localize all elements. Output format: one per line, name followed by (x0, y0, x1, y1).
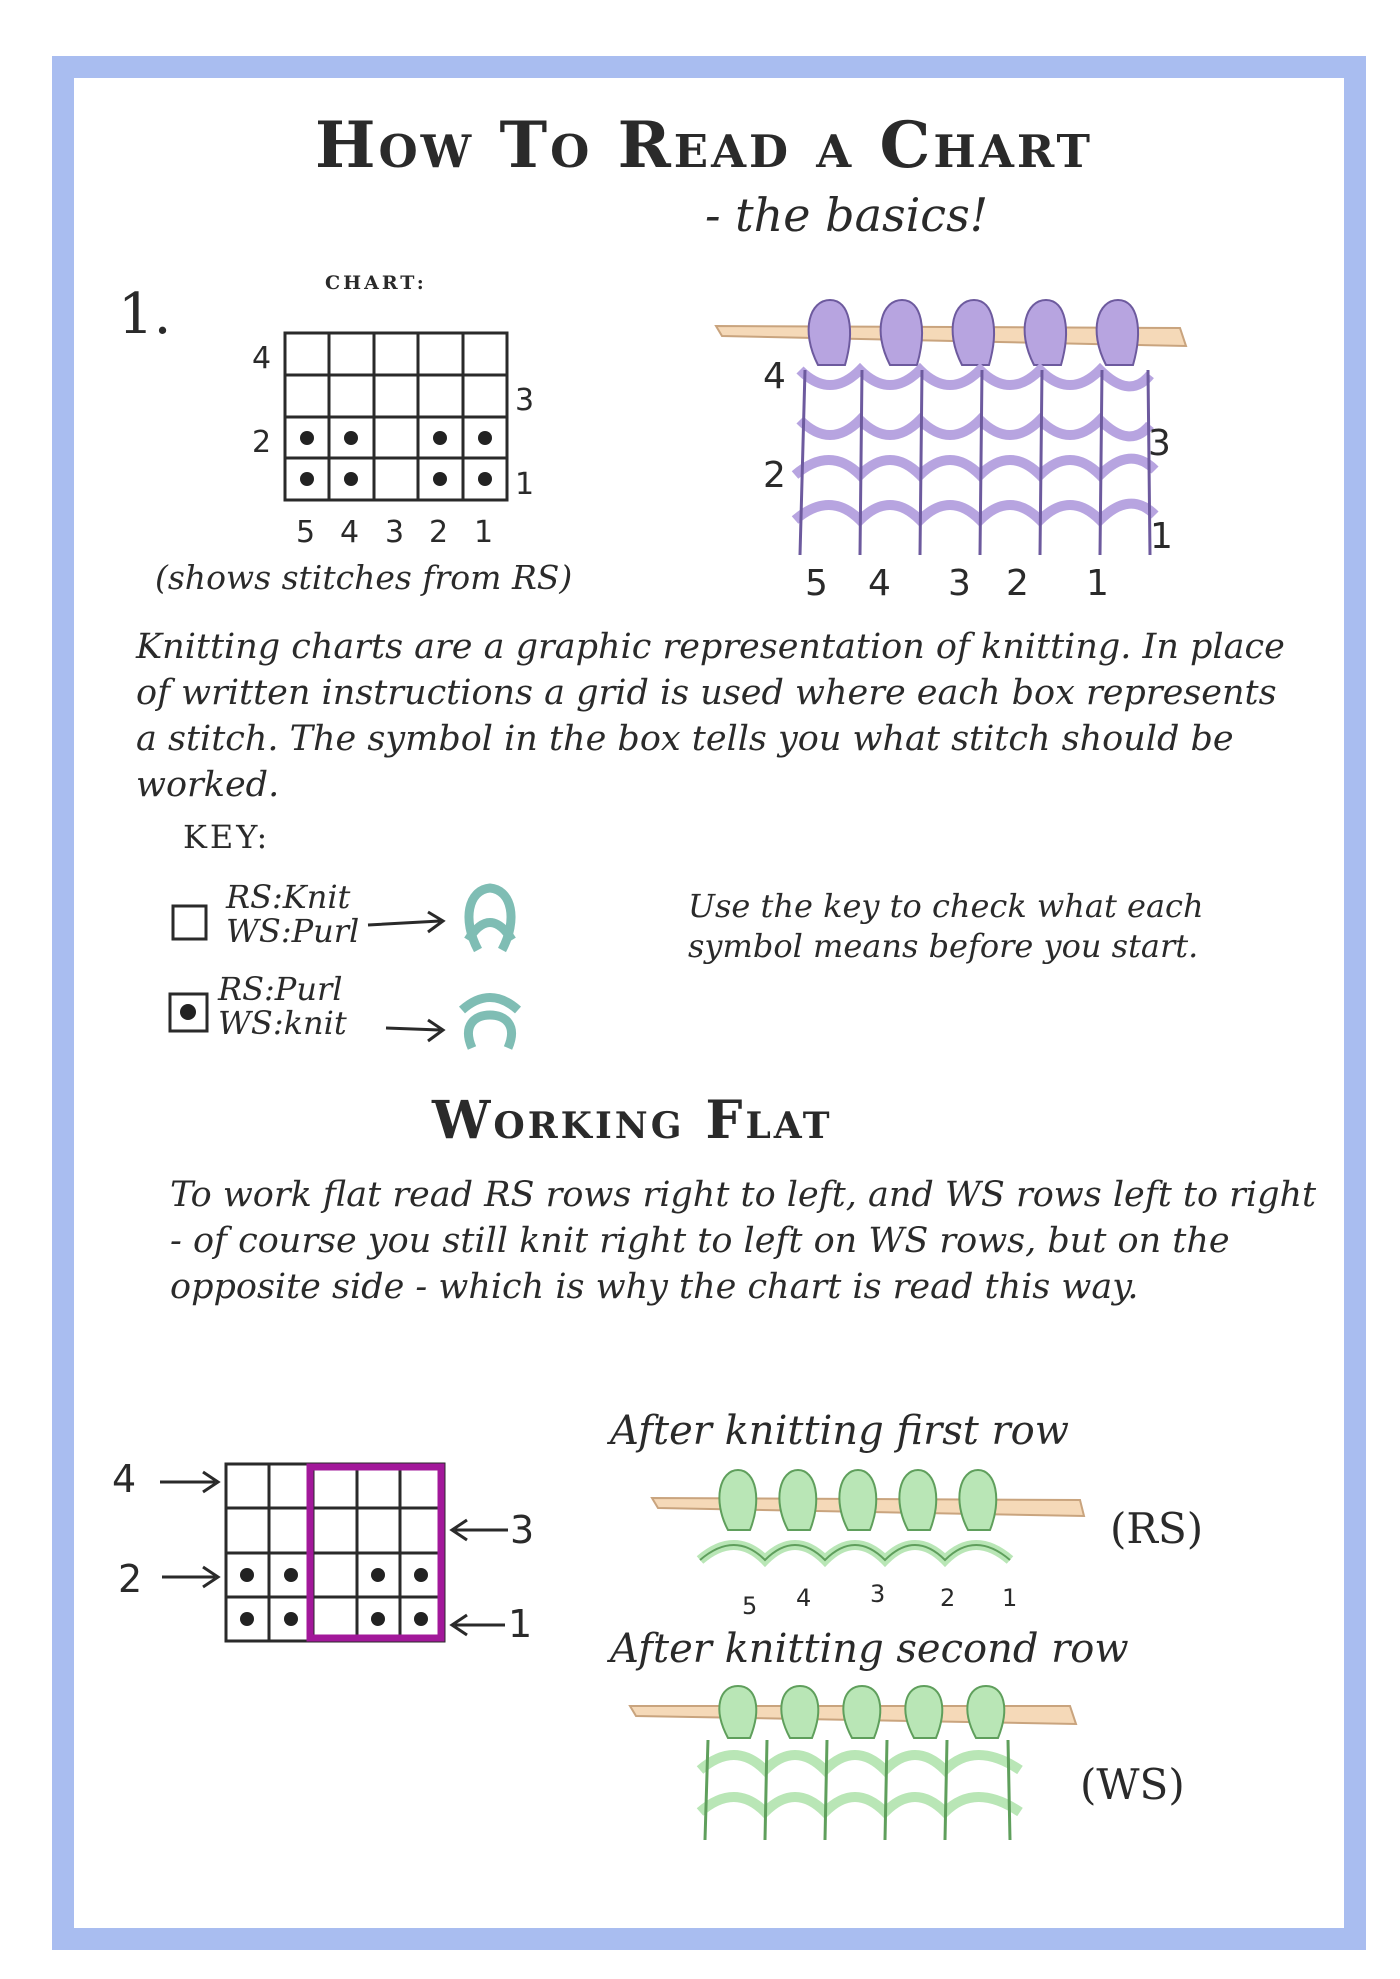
working-flat-heading: Working Flat (432, 1090, 833, 1151)
purl-dot (371, 1568, 385, 1582)
purl-dot (344, 472, 358, 486)
fabric-col-label-2: 2 (1006, 563, 1029, 604)
stitch-loop (779, 1470, 816, 1530)
fabric-col-label-1: 1 (1086, 563, 1109, 604)
stitch-loop (719, 1686, 756, 1738)
purl-dot (300, 472, 314, 486)
chart-row-label-4: 4 (252, 341, 272, 376)
chart-grid (240, 300, 560, 560)
green-fabric-second-row (620, 1680, 1080, 1860)
working-flat-paragraph: To work flat read RS rows right to left, and WS rows left to right - of course you still knit right to left on WS rows, but on the opposite side - which is why the chart is read this way. (170, 1175, 1317, 1307)
fabric-row-label-2: 2 (763, 455, 786, 496)
key-entry-purl (218, 972, 347, 1040)
purl-dot (284, 1612, 298, 1626)
stitch-loop (781, 1686, 818, 1738)
green-fabric-first-row (640, 1460, 1100, 1620)
purl-dot (300, 431, 314, 445)
purl-dot (433, 472, 447, 486)
purl-dot (344, 431, 358, 445)
ws-side-label: (WS) (1080, 1760, 1185, 1809)
purl-dot (478, 472, 492, 486)
chart-grid-lines (285, 333, 507, 500)
chart-grid-lines (226, 1464, 444, 1641)
first-row-col-label-4: 4 (796, 1584, 812, 1612)
knit-stitch-icon (468, 888, 512, 950)
stitch-loop (719, 1470, 756, 1530)
arrow-right-icon (386, 1020, 443, 1041)
stitch-loop (1097, 300, 1138, 365)
flat-row-label-4: 4 (112, 1457, 137, 1501)
first-row-col-label-5: 5 (742, 1592, 758, 1620)
flat-row-label-1: 1 (508, 1602, 533, 1646)
after-second-row-caption: After knitting second row (610, 1626, 1129, 1672)
stitch-loop (959, 1470, 996, 1530)
intro-paragraph: Knitting charts are a graphic representation of knitting. In place of written instructions a grid is used where each box represents a stitch. The symbol in the box tells you what stitch should be worked. (136, 627, 1285, 805)
chart-row-label-1: 1 (515, 467, 535, 502)
purl-dot (371, 1612, 385, 1626)
purl-dot (433, 431, 447, 445)
key-ws-purl-label: WS:Purl (226, 912, 360, 950)
purl-stitch-icon (462, 998, 518, 1049)
fabric-row-label-4: 4 (763, 356, 786, 397)
key-heading: KEY: (183, 818, 271, 856)
key-rs-knit-label: RS:Knit (226, 878, 351, 916)
arrow-right-icon (162, 1567, 218, 1587)
chart-col-label-3: 3 (385, 515, 405, 550)
purl-dot (414, 1612, 428, 1626)
page-title: How To Read a Chart (315, 108, 1093, 183)
purl-dot (414, 1568, 428, 1582)
flat-row-label-2: 2 (118, 1557, 143, 1601)
fabric-col-label-4: 4 (868, 563, 891, 604)
stitch-loop (905, 1686, 942, 1738)
fabric-col-label-5: 5 (805, 563, 828, 604)
chart-label: CHART: (325, 272, 427, 294)
first-row-col-label-1: 1 (1002, 1584, 1018, 1612)
arrow-right-icon (368, 912, 443, 932)
key-note: Use the key to check what each symbol means before you start. (688, 887, 1204, 965)
green-fabric-body (700, 1797, 1020, 1812)
chart-col-label-4: 4 (340, 515, 360, 550)
stitch-loop (899, 1470, 936, 1530)
first-row-col-label-2: 2 (940, 1584, 956, 1612)
page-subtitle: - the basics! (705, 188, 989, 242)
flat-row-label-3: 3 (510, 1508, 535, 1552)
step-number: 1. (118, 282, 172, 347)
chart-row-label-2: 2 (252, 425, 272, 460)
purple-fabric-illustration (700, 290, 1200, 610)
key-rs-purl-label: RS:Purl (218, 970, 343, 1008)
chart-col-label-2: 2 (429, 515, 449, 550)
purl-dot (180, 1004, 196, 1020)
purl-dot (240, 1612, 254, 1626)
empty-square-icon (173, 906, 206, 939)
purl-dot (478, 431, 492, 445)
arrow-left-icon (452, 1520, 508, 1540)
stitch-loop (809, 300, 850, 365)
purl-dot (240, 1568, 254, 1582)
key-entry-knit (226, 880, 359, 948)
purple-fabric-body (795, 370, 1155, 555)
stitch-loop (843, 1686, 880, 1738)
key-ws-knit-label: WS:knit (218, 1004, 347, 1042)
purl-dot (284, 1568, 298, 1582)
chart-caption: (shows stitches from RS) (155, 558, 573, 597)
stitch-loop (953, 300, 994, 365)
stitch-loop (881, 300, 922, 365)
arrow-right-icon (160, 1472, 218, 1492)
stitch-loop (1025, 300, 1066, 365)
working-flat-chart (100, 1440, 560, 1660)
rs-side-label: (RS) (1110, 1504, 1204, 1553)
green-fabric-body (700, 1755, 1020, 1770)
stitch-loop (967, 1686, 1004, 1738)
first-row-col-label-3: 3 (870, 1580, 886, 1608)
chart-col-label-1: 1 (474, 515, 494, 550)
arrow-left-icon (452, 1615, 505, 1635)
chart-row-label-3: 3 (515, 383, 535, 418)
fabric-row-label-1: 1 (1150, 516, 1173, 557)
stitch-loop (839, 1470, 876, 1530)
fabric-row-label-3: 3 (1148, 423, 1171, 464)
after-first-row-caption: After knitting first row (610, 1408, 1069, 1454)
chart-col-label-5: 5 (296, 515, 316, 550)
fabric-col-label-3: 3 (948, 563, 971, 604)
